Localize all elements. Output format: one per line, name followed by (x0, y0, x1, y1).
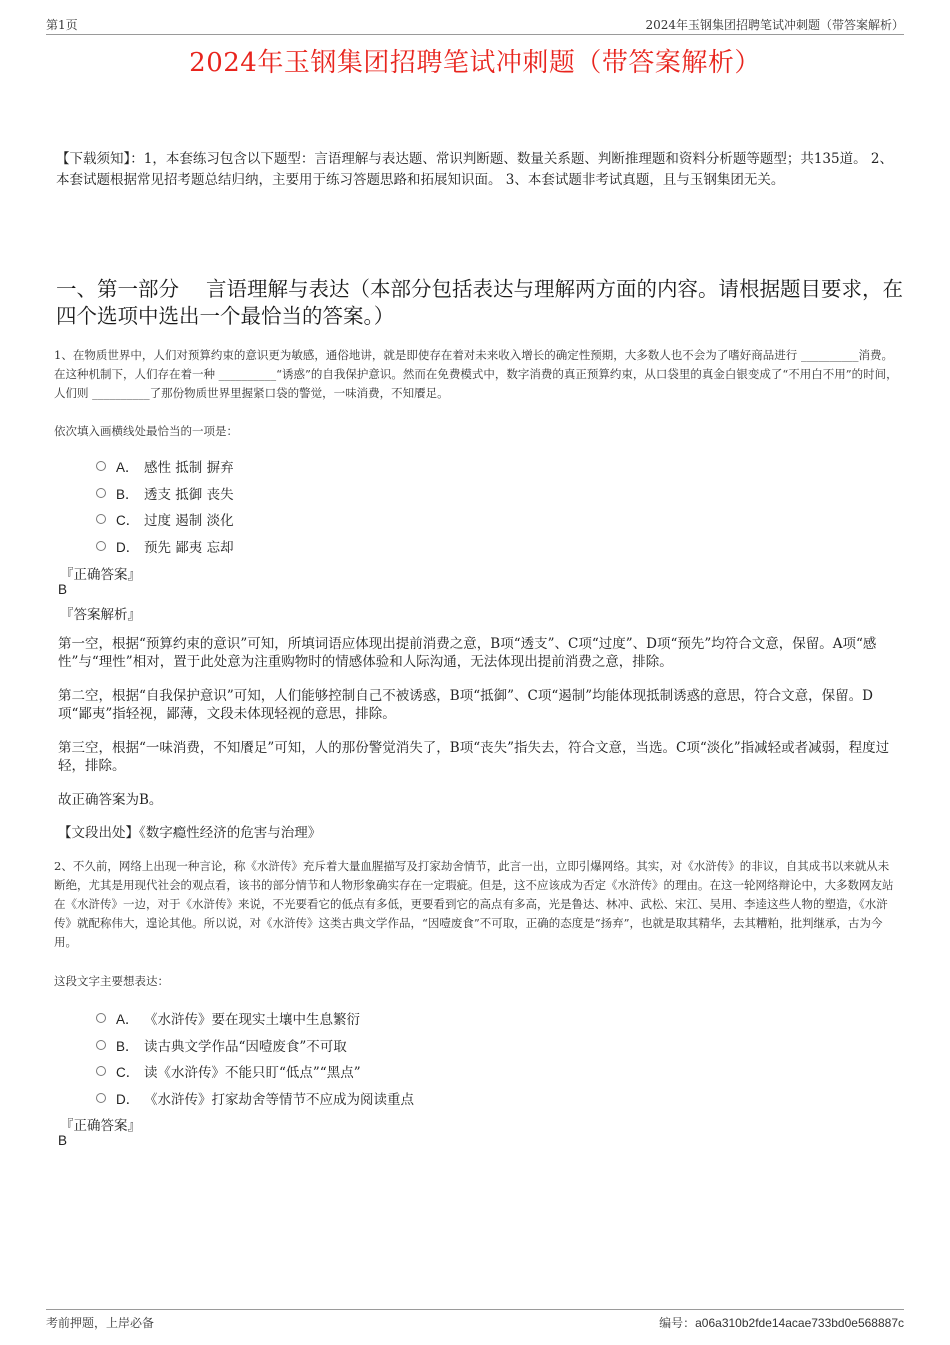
option-b[interactable] (96, 1032, 414, 1059)
radio-button-icon[interactable] (96, 461, 106, 471)
radio-button-icon[interactable] (96, 488, 106, 498)
document-title: 2024年玉钢集团招聘笔试冲刺题（带答案解析） (189, 48, 761, 78)
option-c[interactable] (96, 1058, 414, 1085)
option-text: 感性 抵制 摒弃 (144, 460, 234, 477)
answer-label: 『正确答案』 (60, 567, 141, 583)
header-doc-title: 2024年玉钢集团招聘笔试冲刺题（带答案解析） (645, 18, 904, 32)
option-letter: B． (116, 486, 139, 502)
option-text: 透支 抵御 丧失 (144, 486, 234, 503)
option-a[interactable] (96, 1005, 414, 1032)
analysis-paragraph-2: 第二空，根据“自我保护意识”可知，人们能够控制自己不被诱惑，B项“抵御”、C项“遏制”均能体现抵制诱惑的意思，符合文意，保留。D项“鄙夷”指轻视，鄙薄，文段未体现轻视的意思，排除。 (58, 688, 873, 722)
footer-slogan: 考前押题，上岸必备 (46, 1316, 155, 1330)
question-2-prompt: 这段文字主要想表达： (54, 974, 169, 988)
option-text: 预先 鄙夷 忘却 (144, 539, 234, 556)
document-id-label: 编号： (659, 1316, 696, 1330)
option-letter: D． (116, 539, 140, 555)
option-text: 读《水浒传》不能只盯“低点”“黑点” (144, 1065, 361, 1082)
analysis-paragraph-3: 第三空，根据“一味消费，不知餍足”可知，人的那份警觉消失了，B项“丧失”指失去，符合文意，当选。C项“淡化”指减轻或者减弱，程度过轻，排除。 (58, 740, 890, 774)
question-2-text: 2、不久前，网络上出现一种言论，称《水浒传》充斥着大量血腥描写及打家劫舍情节，此言一出，立即引爆网络。其实，对《水浒传》的非议，自其成书以来就从未断绝，尤其是用现代社会的观点看，该书的部分情节和人物形象确实存在一定瑕疵。但是，这不应该成为否定《水浒传》的理由。在这一轮网络辩论中，大多数网友站在《水浒传》一边，对于《水浒传》来说，不光要看它的低点有多低，更要看到它的高点有多高，光是鲁达、林冲、武松、宋江、吴用、李逵这些人物的塑造，《水浒传》就配称伟大，遑论其他。所以说，对《水浒传》这类古典文学作品，“因噎废食”不可取，正确的态度是“扬弃”，也就是取其精华，去其糟粕，批判继承，古为今用。 (54, 859, 894, 949)
radio-button-icon[interactable] (96, 1066, 106, 1076)
option-text: 《水浒传》要在现实土壤中生息繁衍 (144, 1012, 360, 1029)
page-number: 第1页 (46, 18, 78, 32)
analysis-label: 『答案解析』 (60, 607, 141, 623)
analysis-paragraph-1: 第一空，根据“预算约束的意识”可知，所填词语应体现出提前消费之意，B项“透支”、C项“过度”、D项“预先”均符合文意，保留。A项“感性”与“理性”相对，置于此处意为注重购物时的情感体验和人际沟通，无法体现出提前消费之意，排除。 (58, 636, 877, 670)
option-letter: D． (116, 1091, 140, 1107)
page-footer (46, 1309, 904, 1330)
option-a[interactable] (96, 453, 234, 480)
correct-answer: B (58, 1133, 68, 1148)
option-text: 《水浒传》打家劫舍等情节不应成为阅读重点 (144, 1091, 414, 1108)
question-1-text: 1、在物质世界中，人们对预算约束的意识更为敏感，通俗地讲，就是即使存在着对未来收入增长的确定性预期，大多数人也不会为了嗜好商品进行 __________消费。在这种机制下，人们存在着一种 __________“诱惑”的自我保护意识。然而在免费模式中，数字消费的真正预算约束，从口袋里的真金白银变成了“不用白不用”的时间，人们则 __________了那份物质世界里握紧口袋的警觉，一味消费，不知餍足。 (54, 348, 898, 400)
document-id (659, 1314, 904, 1331)
document-id-value: a06a310b2fde14acae733bd0e568887c (695, 1316, 904, 1330)
correct-answer: B (58, 582, 68, 597)
option-letter: B． (116, 1038, 139, 1054)
download-notice: 【下载须知】：1，本套练习包含以下题型：言语理解与表达题、常识判断题、数量关系题、判断推理题和资料分析题等题型；共135道。 2、本套试题根据常见招考题总结归纳，主要用于练习答题思路和拓展知识面。 3、本套试题非考试真题，且与玉钢集团无关。 (56, 151, 893, 188)
question-2-options (96, 1005, 414, 1111)
answer-label: 『正确答案』 (60, 1118, 141, 1134)
radio-button-icon[interactable] (96, 541, 106, 551)
option-letter: A． (116, 1012, 139, 1028)
radio-button-icon[interactable] (96, 1013, 106, 1023)
section-heading: 一、第一部分 言语理解与表达（本部分包括表达与理解两方面的内容。请根据题目要求，在四个选项中选出一个最恰当的答案。） (56, 277, 904, 328)
radio-button-icon[interactable] (96, 1040, 106, 1050)
analysis-source: 【文段出处】《数字瘾性经济的危害与治理》 (58, 825, 322, 841)
radio-button-icon[interactable] (96, 1093, 106, 1103)
question-1-options (96, 453, 234, 559)
option-d[interactable] (96, 533, 234, 560)
radio-button-icon[interactable] (96, 514, 106, 524)
option-text: 读古典文学作品“因噎废食”不可取 (144, 1038, 347, 1055)
option-letter: C． (116, 513, 140, 529)
option-b[interactable] (96, 480, 234, 507)
option-d[interactable] (96, 1085, 414, 1112)
option-letter: C． (116, 1065, 140, 1081)
analysis-conclusion: 故正确答案为B。 (58, 792, 163, 808)
page-header (46, 14, 904, 35)
option-letter: A． (116, 460, 139, 476)
question-1-prompt: 依次填入画横线处最恰当的一项是： (54, 424, 238, 438)
option-c[interactable] (96, 506, 234, 533)
option-text: 过度 遏制 淡化 (144, 513, 234, 530)
